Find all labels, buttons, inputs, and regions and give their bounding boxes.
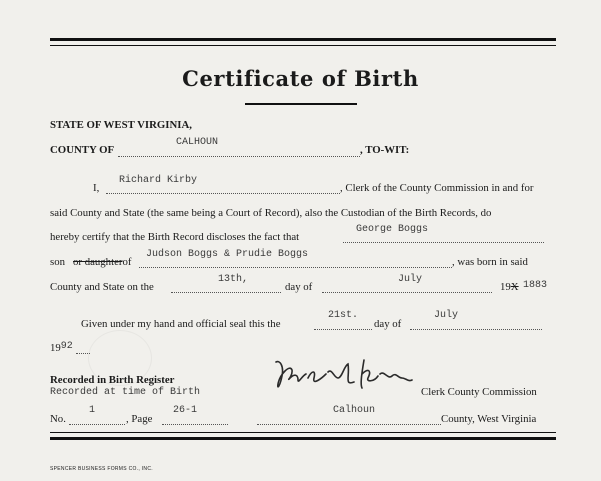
given-year-prefix: 19 bbox=[50, 342, 61, 354]
certify-text: hereby certify that the Birth Record discloses the fact that bbox=[50, 231, 300, 243]
i-label: I, bbox=[93, 182, 100, 194]
county-state-on-text: County and State on the bbox=[50, 281, 154, 293]
county-footer-label: County, West Virginia bbox=[441, 413, 537, 425]
birth-day-dotted-line bbox=[171, 292, 281, 293]
printer-imprint: SPENCER BUSINESS FORMS CO., INC. bbox=[50, 466, 153, 472]
bottom-rule-thick bbox=[50, 437, 556, 440]
given-day: 21st. bbox=[328, 310, 359, 321]
given-year-value: 92 bbox=[60, 341, 73, 352]
page-value: 26-1 bbox=[173, 405, 198, 416]
of-text: of bbox=[122, 256, 132, 268]
parents-dotted-line bbox=[139, 267, 452, 268]
birth-month-dotted-line bbox=[322, 292, 492, 293]
year-strike: X bbox=[510, 281, 519, 293]
county-footer-dotted-line bbox=[257, 424, 441, 425]
county-dotted-line bbox=[118, 156, 360, 157]
parents-names: Judson Boggs & Prudie Boggs bbox=[146, 249, 309, 260]
son-text: son bbox=[50, 256, 65, 268]
certificate-title: Certificate of Birth bbox=[182, 66, 419, 91]
clerk-text: , Clerk of the County Commission in and for bbox=[340, 182, 534, 194]
county-value: CALHOUN bbox=[176, 137, 219, 148]
daughter-text-struck bbox=[73, 256, 131, 268]
given-month-dotted-line bbox=[410, 329, 542, 330]
given-month: July bbox=[434, 310, 459, 321]
daughter-text: or daughter bbox=[73, 256, 123, 268]
birth-month: July bbox=[398, 274, 423, 285]
child-name: George Boggs bbox=[356, 224, 429, 235]
given-day-of-text: day of bbox=[374, 318, 402, 330]
clerk-title: Clerk County Commission bbox=[421, 386, 537, 398]
page-dotted-line bbox=[162, 424, 228, 425]
top-rule-thin bbox=[50, 45, 556, 46]
recorded-label: Recorded in Birth Register bbox=[50, 374, 175, 386]
no-label: No. bbox=[50, 413, 66, 425]
clerk-name-typed: Richard Kirby bbox=[119, 175, 198, 186]
given-year bbox=[50, 342, 73, 355]
day-of-text: day of bbox=[285, 281, 313, 293]
page-label: , Page bbox=[126, 413, 153, 425]
no-dotted-line bbox=[69, 424, 125, 425]
page-label-text: Page bbox=[131, 413, 153, 425]
bottom-rule-thin bbox=[50, 432, 556, 433]
given-text: Given under my hand and official seal this the bbox=[81, 318, 281, 330]
born-text: , was born in said bbox=[452, 256, 528, 268]
clerk-dotted-line bbox=[106, 193, 340, 194]
year-prefix bbox=[500, 281, 519, 293]
title-underline bbox=[245, 103, 357, 105]
custodian-text: said County and State (the same being a Court of Record), also the Custodian of the Birth Records, do bbox=[50, 207, 492, 219]
birth-year: 1883 bbox=[523, 280, 548, 291]
to-wit: , TO-WIT: bbox=[360, 144, 410, 156]
child-dotted-line bbox=[343, 242, 544, 243]
county-label: COUNTY OF bbox=[50, 144, 115, 156]
given-day-dotted-line bbox=[314, 329, 372, 330]
year-prefix-text: 19 bbox=[500, 281, 511, 293]
clerk-signature bbox=[268, 356, 428, 396]
no-value: 1 bbox=[89, 405, 96, 416]
recorded-value: Recorded at time of Birth bbox=[50, 387, 201, 398]
birth-day: 13th, bbox=[218, 274, 249, 285]
top-rule-thick bbox=[50, 38, 556, 41]
state-label: STATE OF WEST VIRGINIA, bbox=[50, 119, 193, 131]
county-footer-value: Calhoun bbox=[333, 405, 376, 416]
